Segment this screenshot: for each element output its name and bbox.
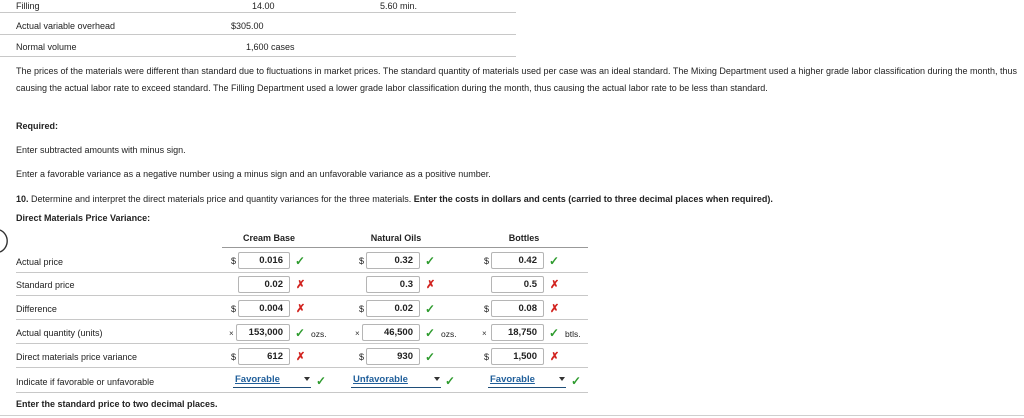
correct-check-icon: ✓ bbox=[425, 254, 436, 268]
quantity-unit: ozs. bbox=[311, 329, 327, 339]
row-divider bbox=[16, 343, 588, 344]
row-label-standard-price: Standard price bbox=[16, 280, 75, 290]
correct-check-icon: ✓ bbox=[425, 302, 436, 316]
correct-check-icon: ✓ bbox=[445, 374, 456, 388]
dropdown-value: Favorable bbox=[235, 374, 280, 385]
header-rule bbox=[222, 247, 588, 248]
multiply-icon: × bbox=[229, 329, 234, 338]
column-header-bottles: Bottles bbox=[508, 233, 540, 243]
instruction-subtract: Enter subtracted amounts with minus sign. bbox=[16, 145, 186, 155]
cream-difference-input[interactable]: 0.004 bbox=[238, 300, 290, 317]
currency-symbol: $ bbox=[359, 352, 365, 362]
required-label: Required: bbox=[16, 121, 59, 131]
currency-symbol: $ bbox=[359, 304, 365, 314]
oils-indicate-dropdown[interactable] bbox=[351, 374, 441, 388]
footer-rule bbox=[0, 415, 1024, 416]
top-row-overhead-value: $305.00 bbox=[231, 21, 264, 31]
scroll-indicator-icon bbox=[0, 228, 10, 254]
row-divider bbox=[16, 272, 588, 273]
multiply-icon: × bbox=[355, 329, 360, 338]
footer-note: Enter the standard price to two decimal places. bbox=[16, 399, 218, 409]
cream-actual-price-input[interactable]: 0.016 bbox=[238, 252, 290, 269]
currency-symbol: $ bbox=[231, 352, 237, 362]
divider bbox=[0, 56, 516, 57]
oils-difference-input[interactable]: 0.02 bbox=[366, 300, 420, 317]
correct-check-icon: ✓ bbox=[316, 374, 327, 388]
top-row-filling-value2: 5.60 min. bbox=[380, 1, 418, 11]
top-row-volume-value: 1,600 cases bbox=[246, 42, 295, 52]
divider bbox=[0, 34, 516, 35]
quantity-unit: ozs. bbox=[441, 329, 457, 339]
row-label-difference: Difference bbox=[16, 304, 57, 314]
bottles-difference-input[interactable]: 0.08 bbox=[491, 300, 544, 317]
correct-check-icon: ✓ bbox=[295, 254, 306, 268]
intro-paragraph: The prices of the materials were different than standard due to fluctuations in market prices. The standard quantity of materials used per case was an ideal standard. The Mixing Department used a higher grade labor classification during the month, thus causing the actual labor rate to exceed standard. The Filling Department used a lower grade labor classification during the month, thus causing the actual labor rate to be less than standard. bbox=[16, 66, 1018, 93]
oils-variance-input[interactable]: 930 bbox=[366, 348, 420, 365]
cream-variance-input[interactable]: 612 bbox=[238, 348, 290, 365]
currency-symbol: $ bbox=[484, 352, 490, 362]
correct-check-icon: ✓ bbox=[571, 374, 582, 388]
row-divider bbox=[16, 367, 588, 368]
correct-check-icon: ✓ bbox=[425, 326, 436, 340]
incorrect-x-icon: ✗ bbox=[426, 279, 436, 291]
question-bold-text: Enter the costs in dollars and cents (carried to three decimal places when required). bbox=[413, 194, 773, 204]
column-header-natural-oils: Natural Oils bbox=[370, 233, 422, 243]
bottles-variance-input[interactable]: 1,500 bbox=[491, 348, 544, 365]
question-number: 10. bbox=[16, 194, 29, 204]
incorrect-x-icon: ✗ bbox=[550, 351, 560, 363]
currency-symbol: $ bbox=[231, 304, 237, 314]
row-label-indicate: Indicate if favorable or unfavorable bbox=[16, 377, 155, 387]
dropdown-value: Favorable bbox=[490, 374, 535, 385]
bottles-indicate-dropdown[interactable] bbox=[488, 374, 566, 388]
top-row-filling-label: Filling bbox=[16, 1, 40, 11]
row-label-variance: Direct materials price variance bbox=[16, 352, 138, 362]
question bbox=[16, 194, 773, 204]
incorrect-x-icon: ✗ bbox=[550, 303, 560, 315]
cream-actual-quantity-input[interactable]: 153,000 bbox=[236, 324, 290, 341]
column-header-cream-base: Cream Base bbox=[242, 233, 296, 243]
incorrect-x-icon: ✗ bbox=[296, 303, 306, 315]
question-text: Determine and interpret the direct materials price and quantity variances for the three materials. bbox=[31, 194, 412, 204]
dropdown-value: Unfavorable bbox=[353, 374, 408, 385]
currency-symbol: $ bbox=[484, 304, 490, 314]
oils-actual-quantity-input[interactable]: 46,500 bbox=[362, 324, 420, 341]
multiply-icon: × bbox=[482, 329, 487, 338]
top-row-filling-value1: 14.00 bbox=[252, 1, 275, 11]
incorrect-x-icon: ✗ bbox=[550, 279, 560, 291]
divider bbox=[0, 12, 516, 13]
correct-check-icon: ✓ bbox=[549, 254, 560, 268]
row-label-actual-quantity: Actual quantity (units) bbox=[16, 328, 103, 338]
chevron-down-icon bbox=[434, 377, 440, 381]
cream-standard-price-input[interactable]: 0.02 bbox=[238, 276, 290, 293]
row-divider bbox=[16, 392, 588, 393]
bottles-actual-quantity-input[interactable]: 18,750 bbox=[491, 324, 544, 341]
currency-symbol: $ bbox=[484, 256, 490, 266]
quantity-unit: btls. bbox=[565, 329, 581, 339]
currency-symbol: $ bbox=[231, 256, 237, 266]
correct-check-icon: ✓ bbox=[295, 326, 306, 340]
row-divider bbox=[16, 295, 588, 296]
oils-actual-price-input[interactable]: 0.32 bbox=[366, 252, 420, 269]
chevron-down-icon bbox=[304, 377, 310, 381]
bottles-standard-price-input[interactable]: 0.5 bbox=[491, 276, 544, 293]
incorrect-x-icon: ✗ bbox=[296, 279, 306, 291]
chevron-down-icon bbox=[559, 377, 565, 381]
section-title: Direct Materials Price Variance: bbox=[16, 213, 151, 223]
correct-check-icon: ✓ bbox=[425, 350, 436, 364]
correct-check-icon: ✓ bbox=[549, 326, 560, 340]
cream-indicate-dropdown[interactable] bbox=[233, 374, 311, 388]
row-divider bbox=[16, 319, 588, 320]
instruction-variance: Enter a favorable variance as a negative number using a minus sign and an unfavorable variance as a positive number. bbox=[16, 169, 491, 179]
top-row-volume-label: Normal volume bbox=[16, 42, 77, 52]
bottles-actual-price-input[interactable]: 0.42 bbox=[491, 252, 544, 269]
top-row-overhead-label: Actual variable overhead bbox=[16, 21, 116, 31]
oils-standard-price-input[interactable]: 0.3 bbox=[366, 276, 420, 293]
row-label-actual-price: Actual price bbox=[16, 257, 64, 267]
incorrect-x-icon: ✗ bbox=[296, 351, 306, 363]
currency-symbol: $ bbox=[359, 256, 365, 266]
